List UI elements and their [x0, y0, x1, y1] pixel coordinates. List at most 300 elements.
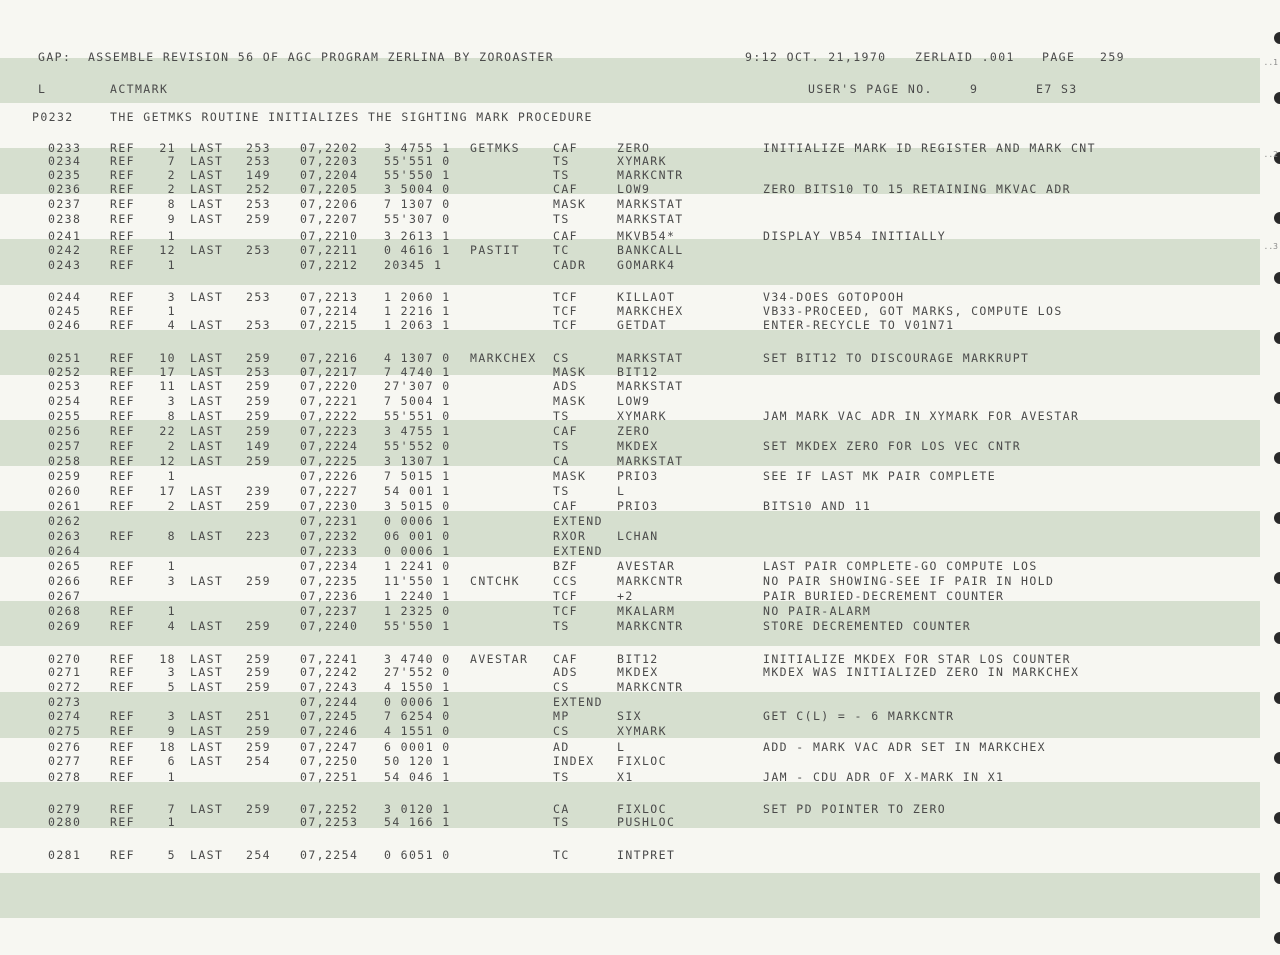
last-label: LAST	[190, 740, 224, 754]
line-number: 0269	[48, 619, 82, 633]
operand: XYMARK	[617, 409, 667, 423]
address: 07,2235	[300, 574, 359, 588]
symbol-label: AVESTAR	[470, 652, 529, 666]
ref-count: 12	[159, 454, 176, 468]
ref-label: REF	[110, 559, 135, 573]
operand: MKDEX	[617, 439, 659, 453]
last-page: 259	[246, 409, 271, 423]
last-label: LAST	[190, 243, 224, 257]
operand: ZERO	[617, 141, 651, 155]
ref-label: REF	[110, 439, 135, 453]
tractor-hole-icon	[1274, 272, 1280, 284]
line-number: 0264	[48, 544, 82, 558]
ref-label: REF	[110, 754, 135, 768]
last-page: 149	[246, 439, 271, 453]
operand: L	[617, 740, 626, 754]
address: 07,2212	[300, 258, 359, 272]
address: 07,2205	[300, 182, 359, 196]
opcode: CAF	[553, 424, 578, 438]
octal-word: 20345 1	[384, 258, 443, 272]
comment: DISPLAY VB54 INITIALLY	[763, 229, 947, 243]
octal-word: 0 0006 1	[384, 514, 451, 528]
line-number: 0265	[48, 559, 82, 573]
address: 07,2202	[300, 141, 359, 155]
listing-row	[0, 409, 1260, 424]
ref-label: REF	[110, 680, 135, 694]
ref-label: REF	[110, 454, 135, 468]
operand: ZERO	[617, 424, 651, 438]
users-page-label: USER'S PAGE NO.	[808, 82, 933, 96]
last-label: LAST	[190, 484, 224, 498]
page-header	[0, 50, 1260, 65]
last-page: 149	[246, 168, 271, 182]
address: 07,2204	[300, 168, 359, 182]
comment-line	[0, 110, 1260, 125]
comment-line-number: P0232	[32, 110, 74, 124]
opcode: TC	[553, 848, 570, 862]
address: 07,2216	[300, 351, 359, 365]
opcode: TCF	[553, 318, 578, 332]
last-page: 259	[246, 394, 271, 408]
ref-label: REF	[110, 229, 135, 243]
opcode: CA	[553, 454, 570, 468]
opcode: TS	[553, 168, 570, 182]
octal-word: 3 2613 1	[384, 229, 451, 243]
print-datetime: 9:12 OCT. 21,1970	[745, 50, 887, 64]
opcode: CS	[553, 351, 570, 365]
line-number: 0272	[48, 680, 82, 694]
address: 07,2247	[300, 740, 359, 754]
octal-word: 7 5004 1	[384, 394, 451, 408]
octal-word: 54 001 1	[384, 484, 451, 498]
last-label: LAST	[190, 318, 224, 332]
listing-row	[0, 394, 1260, 409]
octal-word: 55'552 0	[384, 439, 451, 453]
last-page: 259	[246, 454, 271, 468]
octal-word: 1 2060 1	[384, 290, 451, 304]
edge-mark: ..3	[1263, 242, 1278, 251]
line-number: 0246	[48, 318, 82, 332]
comment: SET BIT12 TO DISCOURAGE MARKRUPT	[763, 351, 1030, 365]
last-label: LAST	[190, 154, 224, 168]
listing-row	[0, 258, 1260, 273]
octal-word: 3 4755 1	[384, 141, 451, 155]
opcode: CS	[553, 680, 570, 694]
tractor-hole-icon	[1274, 392, 1280, 404]
operand: MARKCNTR	[617, 680, 684, 694]
assembly-title: GAP: ASSEMBLE REVISION 56 OF AGC PROGRAM ZERLINA BY ZOROASTER	[38, 50, 555, 64]
operand: PUSHLOC	[617, 815, 676, 829]
green-band	[0, 873, 1260, 918]
ref-label: REF	[110, 770, 135, 784]
ref-count: 1	[167, 258, 176, 272]
last-page: 253	[246, 154, 271, 168]
listing-row	[0, 619, 1260, 634]
symbol-label: MARKCHEX	[470, 351, 537, 365]
opcode: TS	[553, 770, 570, 784]
opcode: AD	[553, 740, 570, 754]
address: 07,2223	[300, 424, 359, 438]
last-page: 253	[246, 197, 271, 211]
ref-count: 8	[167, 409, 176, 423]
line-number: 0280	[48, 815, 82, 829]
operand: XYMARK	[617, 154, 667, 168]
listing-row	[0, 454, 1260, 469]
octal-word: 55'551 0	[384, 409, 451, 423]
address: 07,2250	[300, 754, 359, 768]
ref-label: REF	[110, 290, 135, 304]
opcode: CA	[553, 802, 570, 816]
line-number: 0237	[48, 197, 82, 211]
ref-label: REF	[110, 154, 135, 168]
address: 07,2253	[300, 815, 359, 829]
line-number: 0258	[48, 454, 82, 468]
comment: JAM MARK VAC ADR IN XYMARK FOR AVESTAR	[763, 409, 1080, 423]
listing-row	[0, 559, 1260, 574]
operand: MARKSTAT	[617, 351, 684, 365]
opcode: CADR	[553, 258, 587, 272]
opcode: TS	[553, 439, 570, 453]
listing-row	[0, 304, 1260, 319]
tractor-feed-edge	[1260, 0, 1280, 955]
listing-row	[0, 709, 1260, 724]
last-page: 259	[246, 351, 271, 365]
octal-word: 4 1307 0	[384, 351, 451, 365]
address: 07,2211	[300, 243, 359, 257]
opcode: TCF	[553, 589, 578, 603]
ref-count: 3	[167, 665, 176, 679]
edge-mark: ..1	[1263, 58, 1278, 67]
opcode: TS	[553, 815, 570, 829]
operand: SIX	[617, 709, 642, 723]
opcode: MASK	[553, 469, 587, 483]
last-label: LAST	[190, 197, 224, 211]
comment: ENTER-RECYCLE TO V01N71	[763, 318, 955, 332]
opcode: TCF	[553, 304, 578, 318]
line-number: 0271	[48, 665, 82, 679]
ref-count: 18	[159, 652, 176, 666]
tractor-hole-icon	[1274, 332, 1280, 344]
listing-row	[0, 484, 1260, 499]
last-page: 254	[246, 848, 271, 862]
line-number: 0253	[48, 379, 82, 393]
operand: MARKSTAT	[617, 197, 684, 211]
page-subheader	[0, 82, 1260, 97]
ref-label: REF	[110, 212, 135, 226]
opcode: MASK	[553, 365, 587, 379]
operand: GETDAT	[617, 318, 667, 332]
address: 07,2227	[300, 484, 359, 498]
ref-count: 4	[167, 619, 176, 633]
last-page: 253	[246, 141, 271, 155]
ref-count: 1	[167, 559, 176, 573]
ref-label: REF	[110, 604, 135, 618]
ref-count: 1	[167, 604, 176, 618]
last-page: 253	[246, 243, 271, 257]
address: 07,2237	[300, 604, 359, 618]
last-page: 253	[246, 365, 271, 379]
last-label: LAST	[190, 709, 224, 723]
ref-label: REF	[110, 304, 135, 318]
last-label: LAST	[190, 290, 224, 304]
address: 07,2236	[300, 589, 359, 603]
operand: MARKSTAT	[617, 212, 684, 226]
listing-row	[0, 680, 1260, 695]
ref-label: REF	[110, 709, 135, 723]
octal-word: 7 5015 1	[384, 469, 451, 483]
listing-row	[0, 815, 1260, 830]
ref-count: 7	[167, 802, 176, 816]
opcode: CCS	[553, 574, 578, 588]
octal-word: 1 2063 1	[384, 318, 451, 332]
listing-row	[0, 529, 1260, 544]
octal-word: 50 120 1	[384, 754, 451, 768]
octal-word: 1 2325 0	[384, 604, 451, 618]
octal-word: 55'307 0	[384, 212, 451, 226]
tractor-hole-icon	[1274, 932, 1280, 944]
address: 07,2251	[300, 770, 359, 784]
opcode: CAF	[553, 499, 578, 513]
address: 07,2225	[300, 454, 359, 468]
opcode: CAF	[553, 141, 578, 155]
listing-row	[0, 212, 1260, 227]
line-number: 0255	[48, 409, 82, 423]
octal-word: 11'550 1	[384, 574, 451, 588]
octal-word: 0 6051 0	[384, 848, 451, 862]
last-label: LAST	[190, 724, 224, 738]
opcode: MP	[553, 709, 570, 723]
line-number: 0270	[48, 652, 82, 666]
ref-count: 6	[167, 754, 176, 768]
line-number: 0259	[48, 469, 82, 483]
address: 07,2213	[300, 290, 359, 304]
operand: MKALARM	[617, 604, 676, 618]
ref-label: REF	[110, 168, 135, 182]
line-number: 0276	[48, 740, 82, 754]
listing-row	[0, 574, 1260, 589]
opcode: RXOR	[553, 529, 587, 543]
last-page: 253	[246, 290, 271, 304]
ref-label: REF	[110, 469, 135, 483]
address: 07,2231	[300, 514, 359, 528]
ref-count: 22	[159, 424, 176, 438]
last-label: LAST	[190, 424, 224, 438]
listing-row	[0, 740, 1260, 755]
operand: X1	[617, 770, 634, 784]
line-number: 0268	[48, 604, 82, 618]
listing-row	[0, 754, 1260, 769]
comment: BITS10 AND 11	[763, 499, 872, 513]
octal-word: 1 2240 1	[384, 589, 451, 603]
line-number: 0257	[48, 439, 82, 453]
ref-count: 4	[167, 318, 176, 332]
listing-row	[0, 695, 1260, 710]
tractor-hole-icon	[1274, 92, 1280, 104]
log-section: ACTMARK	[110, 82, 169, 96]
address: 07,2241	[300, 652, 359, 666]
octal-word: 6 0001 0	[384, 740, 451, 754]
last-page: 259	[246, 499, 271, 513]
ref-label: REF	[110, 665, 135, 679]
octal-word: 3 4755 1	[384, 424, 451, 438]
octal-word: 7 4740 1	[384, 365, 451, 379]
octal-word: 3 5004 0	[384, 182, 451, 196]
ref-count: 2	[167, 499, 176, 513]
ref-label: REF	[110, 499, 135, 513]
line-number: 0242	[48, 243, 82, 257]
last-page: 253	[246, 318, 271, 332]
ref-count: 2	[167, 168, 176, 182]
listing-row	[0, 197, 1260, 212]
tractor-hole-icon	[1274, 512, 1280, 524]
comment: NO PAIR SHOWING-SEE IF PAIR IN HOLD	[763, 574, 1055, 588]
operand: MARKCHEX	[617, 304, 684, 318]
operand: BANKCALL	[617, 243, 684, 257]
last-page: 259	[246, 724, 271, 738]
address: 07,2254	[300, 848, 359, 862]
last-label: LAST	[190, 365, 224, 379]
page-label: PAGE	[1042, 50, 1076, 64]
line-number: 0244	[48, 290, 82, 304]
comment: NO PAIR-ALARM	[763, 604, 872, 618]
last-page: 259	[246, 379, 271, 393]
last-label: LAST	[190, 754, 224, 768]
listing-row	[0, 229, 1260, 244]
octal-word: 1 2216 1	[384, 304, 451, 318]
line-number: 0279	[48, 802, 82, 816]
opcode: EXTEND	[553, 514, 603, 528]
octal-word: 1 2241 0	[384, 559, 451, 573]
octal-word: 06 001 0	[384, 529, 451, 543]
listing-row	[0, 379, 1260, 394]
section-code: E7 S3	[1036, 82, 1078, 96]
ref-label: REF	[110, 619, 135, 633]
comment: ZERO BITS10 TO 15 RETAINING MKVAC ADR	[763, 182, 1071, 196]
ref-label: REF	[110, 379, 135, 393]
listing-row	[0, 589, 1260, 604]
operand: MARKSTAT	[617, 454, 684, 468]
operand: MKDEX	[617, 665, 659, 679]
ref-count: 5	[167, 848, 176, 862]
opcode: TC	[553, 243, 570, 257]
tractor-hole-icon	[1274, 572, 1280, 584]
octal-word: 3 4740 0	[384, 652, 451, 666]
last-label: LAST	[190, 212, 224, 226]
ref-count: 17	[159, 365, 176, 379]
last-label: LAST	[190, 680, 224, 694]
line-number: 0266	[48, 574, 82, 588]
address: 07,2221	[300, 394, 359, 408]
opcode: EXTEND	[553, 544, 603, 558]
opcode: TS	[553, 409, 570, 423]
operand: MARKCNTR	[617, 168, 684, 182]
ref-label: REF	[110, 740, 135, 754]
listing-row	[0, 514, 1260, 529]
operand: GOMARK4	[617, 258, 676, 272]
ref-count: 9	[167, 212, 176, 226]
operand: LCHAN	[617, 529, 659, 543]
last-label: LAST	[190, 499, 224, 513]
last-page: 223	[246, 529, 271, 543]
opcode: TCF	[553, 604, 578, 618]
ref-count: 1	[167, 304, 176, 318]
line-number: 0281	[48, 848, 82, 862]
address: 07,2217	[300, 365, 359, 379]
opcode: ADS	[553, 665, 578, 679]
symbol-label: PASTIT	[470, 243, 520, 257]
operand: LOW9	[617, 394, 651, 408]
operand: +2	[617, 589, 634, 603]
ref-count: 1	[167, 229, 176, 243]
ref-count: 17	[159, 484, 176, 498]
address: 07,2246	[300, 724, 359, 738]
opcode: CAF	[553, 229, 578, 243]
ref-count: 3	[167, 394, 176, 408]
line-number: 0241	[48, 229, 82, 243]
ref-count: 1	[167, 815, 176, 829]
tractor-hole-icon	[1274, 452, 1280, 464]
ref-label: REF	[110, 652, 135, 666]
octal-word: 7 1307 0	[384, 197, 451, 211]
line-number: 0238	[48, 212, 82, 226]
address: 07,2214	[300, 304, 359, 318]
octal-word: 4 1551 0	[384, 724, 451, 738]
ref-label: REF	[110, 574, 135, 588]
address: 07,2226	[300, 469, 359, 483]
operand: PRIO3	[617, 469, 659, 483]
octal-word: 55'550 1	[384, 168, 451, 182]
line-number: 0254	[48, 394, 82, 408]
ref-label: REF	[110, 529, 135, 543]
last-page: 251	[246, 709, 271, 723]
opcode: CAF	[553, 652, 578, 666]
ref-count: 8	[167, 197, 176, 211]
column-l: L	[38, 82, 47, 96]
address: 07,2233	[300, 544, 359, 558]
ref-label: REF	[110, 365, 135, 379]
ref-count: 18	[159, 740, 176, 754]
ref-label: REF	[110, 182, 135, 196]
listing-row	[0, 499, 1260, 514]
page-number: 259	[1100, 50, 1125, 64]
opcode: INDEX	[553, 754, 595, 768]
tractor-hole-icon	[1274, 212, 1280, 224]
comment-text: THE GETMKS ROUTINE INITIALIZES THE SIGHTING MARK PROCEDURE	[110, 110, 593, 124]
users-page-number: 9	[970, 82, 979, 96]
comment: GET C(L) = - 6 MARKCNTR	[763, 709, 955, 723]
address: 07,2252	[300, 802, 359, 816]
ref-count: 7	[167, 154, 176, 168]
operand: KILLAOT	[617, 290, 676, 304]
address: 07,2240	[300, 619, 359, 633]
last-page: 252	[246, 182, 271, 196]
octal-word: 55'551 0	[384, 154, 451, 168]
edge-mark: ..2	[1263, 150, 1278, 159]
line-number: 0235	[48, 168, 82, 182]
listing-row	[0, 604, 1260, 619]
tractor-hole-icon	[1274, 752, 1280, 764]
ref-count: 1	[167, 770, 176, 784]
listing-row	[0, 770, 1260, 785]
line-number: 0243	[48, 258, 82, 272]
opcode: BZF	[553, 559, 578, 573]
operand: FIXLOC	[617, 802, 667, 816]
opcode: EXTEND	[553, 695, 603, 709]
octal-word: 55'550 1	[384, 619, 451, 633]
ref-count: 8	[167, 529, 176, 543]
last-page: 239	[246, 484, 271, 498]
last-label: LAST	[190, 379, 224, 393]
